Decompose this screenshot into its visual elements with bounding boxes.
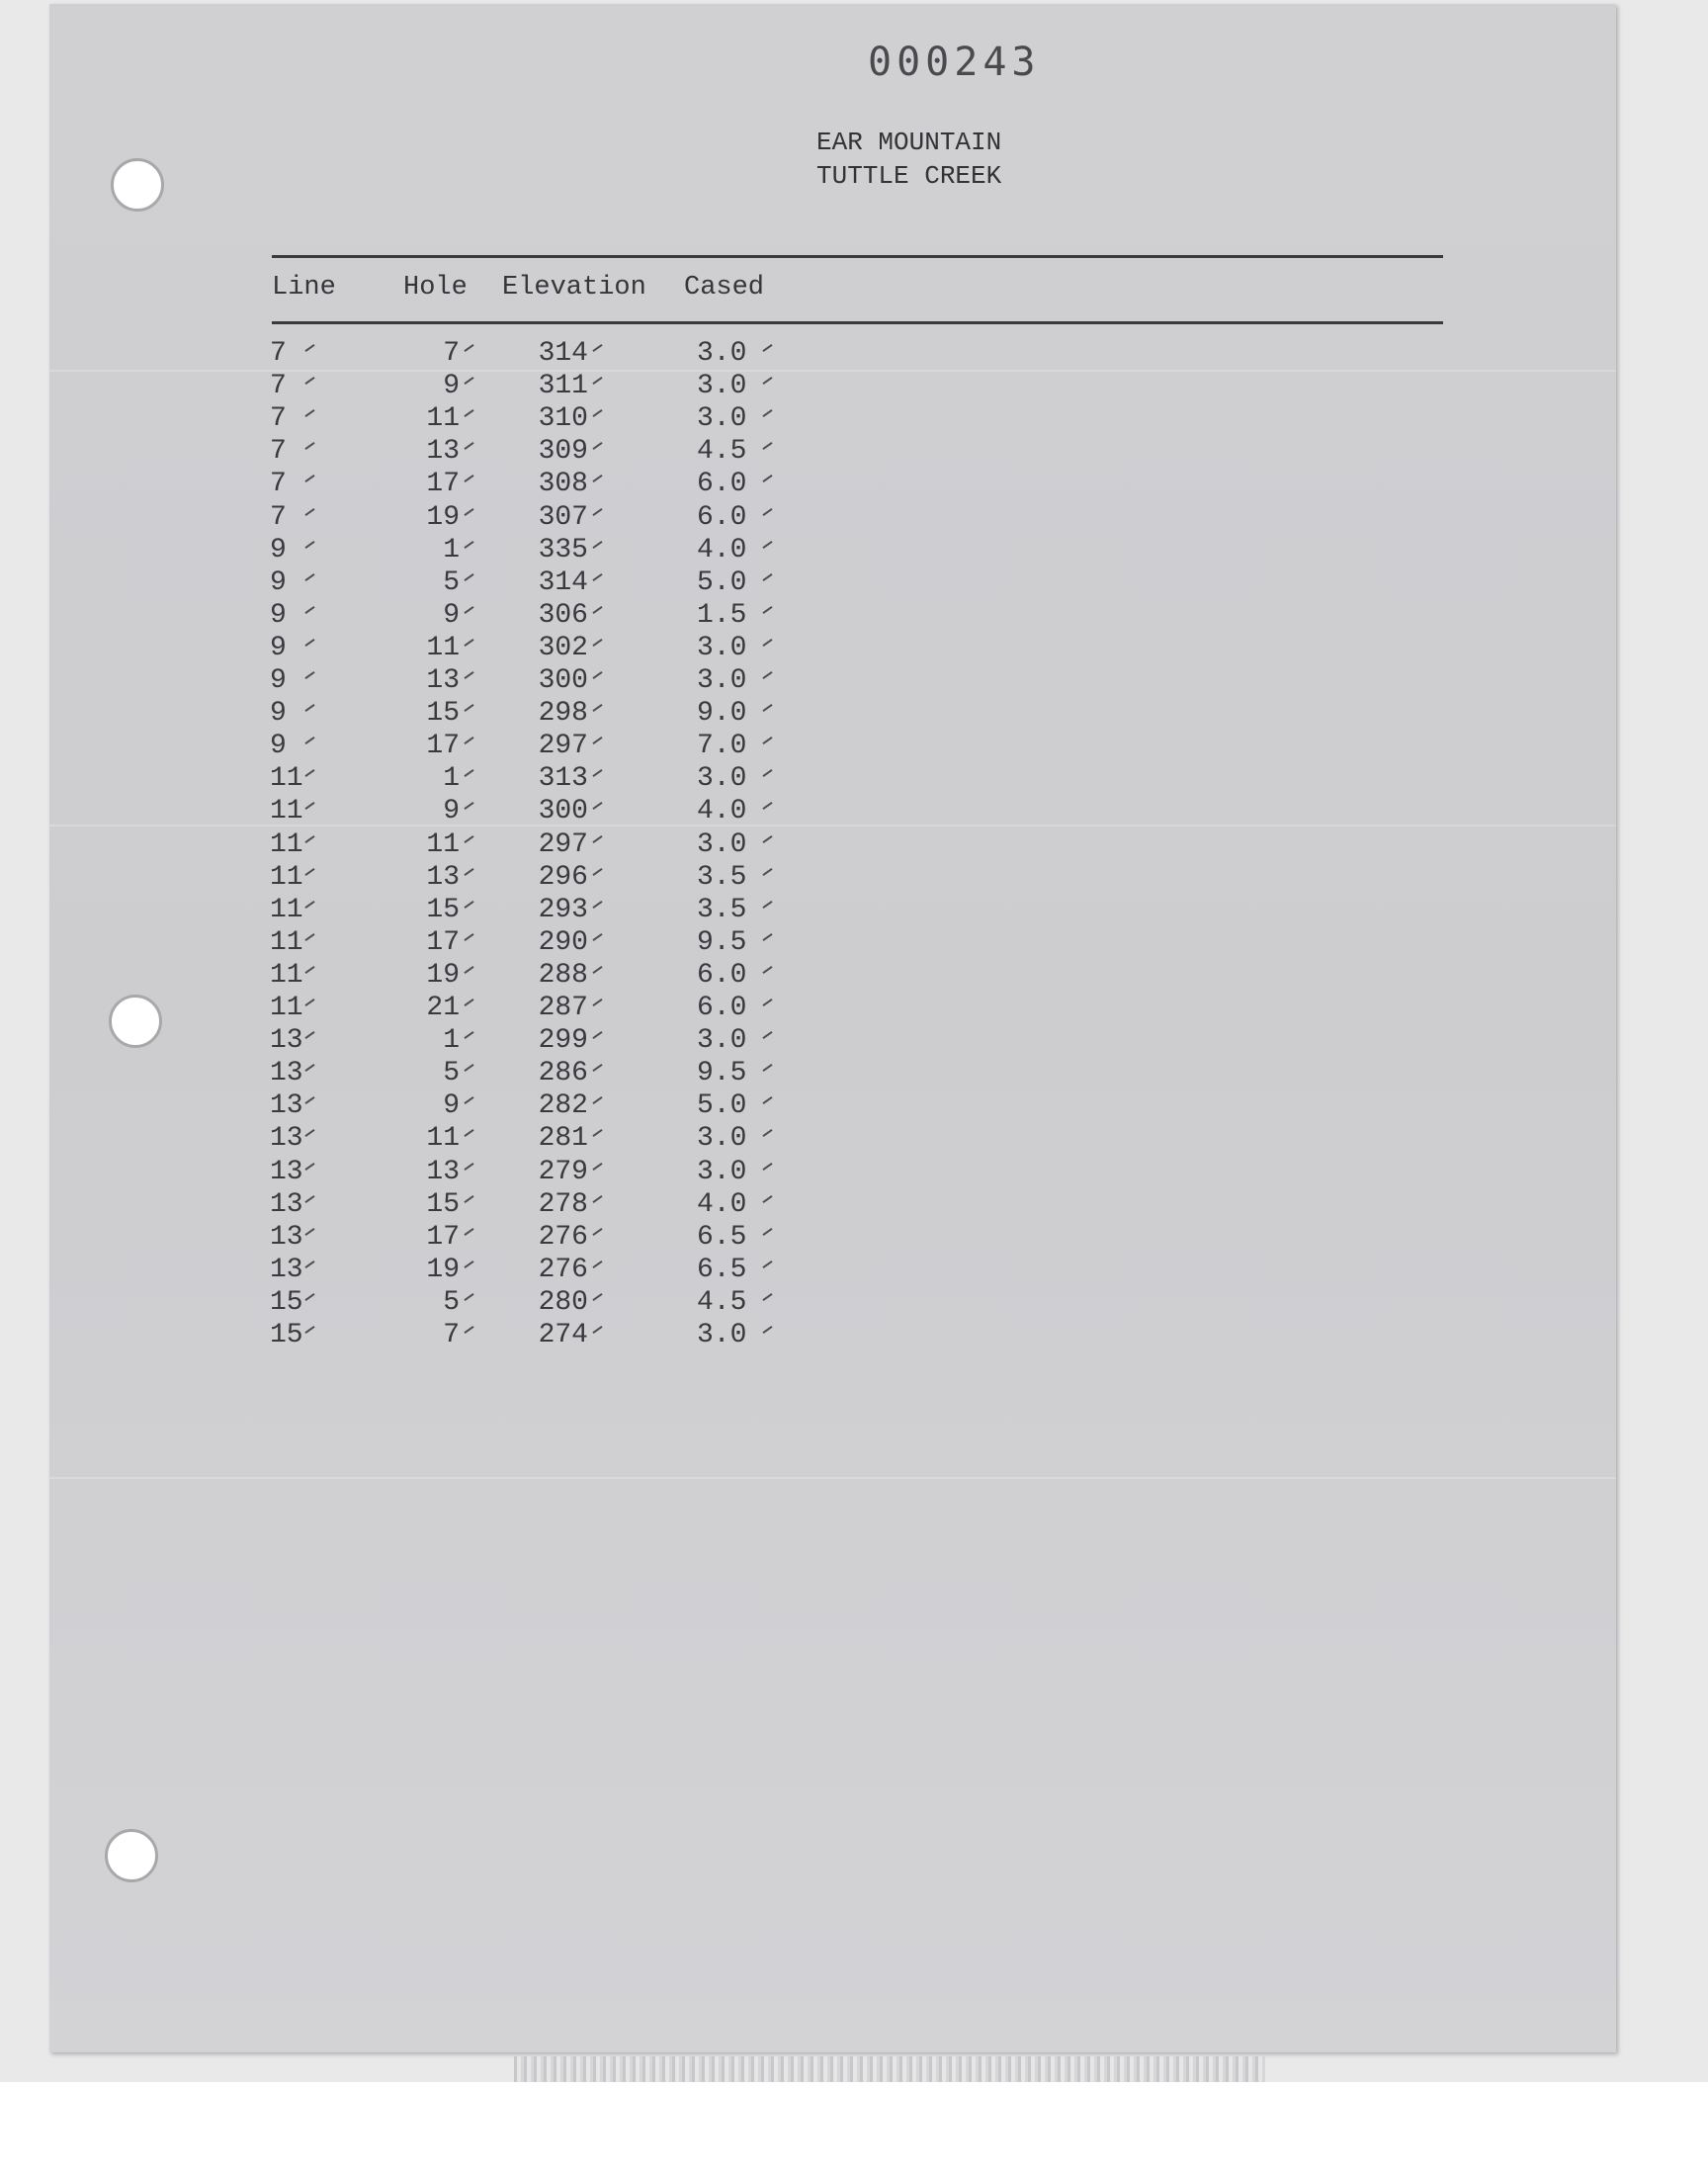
column-header-cased: Cased xyxy=(684,273,765,303)
cell-cased: 7.0 xyxy=(697,731,747,762)
cell-line: 11 xyxy=(270,796,303,827)
check-mark-icon xyxy=(464,671,473,679)
cell-hole: 17 xyxy=(426,731,460,762)
table-row xyxy=(0,1122,890,1155)
cell-line: 9 xyxy=(270,534,287,566)
check-mark-icon xyxy=(762,1096,772,1104)
check-mark-icon xyxy=(592,769,602,777)
cell-cased: 3.0 xyxy=(697,1025,747,1057)
cell-hole: 19 xyxy=(426,1254,460,1285)
cell-hole: 1 xyxy=(443,1025,460,1057)
cell-cased: 6.0 xyxy=(697,959,747,991)
check-mark-icon xyxy=(762,475,772,482)
cell-elevation: 280 xyxy=(538,1286,588,1318)
cell-line: 13 xyxy=(270,1156,303,1187)
cell-line: 7 xyxy=(270,371,287,402)
check-mark-icon xyxy=(762,1228,772,1236)
check-mark-icon xyxy=(762,835,772,843)
check-mark-icon xyxy=(762,606,772,614)
check-mark-icon xyxy=(762,802,772,810)
check-mark-icon xyxy=(592,802,602,810)
check-mark-icon xyxy=(464,737,473,744)
cell-elevation: 286 xyxy=(538,1058,588,1089)
cell-elevation: 287 xyxy=(538,993,588,1023)
cell-elevation: 274 xyxy=(538,1320,588,1350)
document-number: 000243 xyxy=(868,40,1041,85)
cell-line: 9 xyxy=(270,599,287,631)
cell-line: 15 xyxy=(270,1286,303,1318)
cell-hole: 17 xyxy=(426,926,460,958)
check-mark-icon xyxy=(592,1064,602,1072)
cell-line: 13 xyxy=(270,1090,303,1122)
cell-elevation: 297 xyxy=(538,828,588,860)
cell-cased: 4.5 xyxy=(697,436,747,468)
cell-line: 13 xyxy=(270,1058,303,1089)
table-row xyxy=(0,435,890,468)
table-row xyxy=(0,697,890,730)
check-mark-icon xyxy=(762,1293,772,1301)
check-mark-icon xyxy=(592,1031,602,1039)
check-mark-icon xyxy=(762,1064,772,1072)
check-mark-icon xyxy=(464,541,473,549)
cell-cased: 4.0 xyxy=(697,534,747,566)
cell-cased: 4.5 xyxy=(697,1286,747,1318)
cell-hole: 9 xyxy=(443,1090,460,1122)
check-mark-icon xyxy=(592,409,602,417)
cell-hole: 7 xyxy=(443,1320,460,1350)
cell-cased: 9.5 xyxy=(697,1058,747,1089)
check-mark-icon xyxy=(592,508,602,516)
cell-line: 9 xyxy=(270,665,287,696)
check-mark-icon xyxy=(464,573,473,581)
check-mark-icon xyxy=(762,737,772,744)
check-mark-icon xyxy=(464,508,473,516)
cell-line: 9 xyxy=(270,698,287,730)
cell-cased: 9.5 xyxy=(697,926,747,958)
cell-hole: 7 xyxy=(443,338,460,369)
cell-hole: 1 xyxy=(443,763,460,795)
table-row xyxy=(0,959,890,992)
check-mark-icon xyxy=(592,639,602,647)
cell-hole: 17 xyxy=(426,469,460,500)
check-mark-icon xyxy=(592,1293,602,1301)
cell-hole: 17 xyxy=(426,1221,460,1253)
cell-line: 7 xyxy=(270,403,287,435)
table-row xyxy=(0,1319,890,1351)
cell-elevation: 278 xyxy=(538,1188,588,1220)
cell-hole: 15 xyxy=(426,1188,460,1220)
cell-hole: 11 xyxy=(426,1123,460,1155)
check-mark-icon xyxy=(762,442,772,450)
cell-line: 11 xyxy=(270,763,303,795)
cell-cased: 3.0 xyxy=(697,371,747,402)
fold-line xyxy=(49,1477,1616,1479)
table-row xyxy=(0,468,890,500)
check-mark-icon xyxy=(464,802,473,810)
table-row xyxy=(0,992,890,1024)
cell-hole: 13 xyxy=(426,665,460,696)
check-mark-icon xyxy=(464,1064,473,1072)
cell-cased: 6.5 xyxy=(697,1254,747,1285)
cell-cased: 6.0 xyxy=(697,501,747,533)
cell-elevation: 299 xyxy=(538,1025,588,1057)
check-mark-icon xyxy=(464,1163,473,1171)
table-row xyxy=(0,632,890,664)
cell-hole: 19 xyxy=(426,501,460,533)
check-mark-icon xyxy=(762,999,772,1006)
cell-line: 11 xyxy=(270,993,303,1023)
check-mark-icon xyxy=(592,933,602,941)
cell-elevation: 298 xyxy=(538,698,588,730)
cell-cased: 3.0 xyxy=(697,1156,747,1187)
cell-line: 11 xyxy=(270,861,303,893)
cell-cased: 3.5 xyxy=(697,894,747,925)
check-mark-icon xyxy=(762,409,772,417)
column-header-hole: Hole xyxy=(403,273,468,303)
check-mark-icon xyxy=(464,1293,473,1301)
cell-line: 7 xyxy=(270,469,287,500)
table-row xyxy=(0,599,890,632)
cell-hole: 9 xyxy=(443,371,460,402)
check-mark-icon xyxy=(762,377,772,385)
table-row xyxy=(0,1188,890,1221)
check-mark-icon xyxy=(592,1163,602,1171)
check-mark-icon xyxy=(464,1228,473,1236)
cell-hole: 5 xyxy=(443,1286,460,1318)
check-mark-icon xyxy=(464,1096,473,1104)
cell-elevation: 288 xyxy=(538,959,588,991)
table-row xyxy=(0,402,890,435)
table-row xyxy=(0,828,890,861)
check-mark-icon xyxy=(464,475,473,482)
table-row xyxy=(0,337,890,370)
cell-cased: 3.0 xyxy=(697,403,747,435)
check-mark-icon xyxy=(762,901,772,909)
cell-elevation: 297 xyxy=(538,731,588,762)
check-mark-icon xyxy=(464,868,473,876)
check-mark-icon xyxy=(762,344,772,352)
table-row xyxy=(0,501,890,534)
cell-cased: 1.5 xyxy=(697,599,747,631)
cell-elevation: 306 xyxy=(538,599,588,631)
cell-elevation: 300 xyxy=(538,796,588,827)
check-mark-icon xyxy=(464,344,473,352)
table-row xyxy=(0,1286,890,1319)
check-mark-icon xyxy=(762,573,772,581)
cell-elevation: 313 xyxy=(538,763,588,795)
table-row xyxy=(0,1254,890,1286)
cell-hole: 5 xyxy=(443,566,460,598)
cell-elevation: 314 xyxy=(538,338,588,369)
table-row xyxy=(0,1156,890,1188)
cell-line: 13 xyxy=(270,1123,303,1155)
check-mark-icon xyxy=(592,671,602,679)
check-mark-icon xyxy=(464,639,473,647)
check-mark-icon xyxy=(592,377,602,385)
cell-hole: 9 xyxy=(443,796,460,827)
check-mark-icon xyxy=(464,704,473,712)
check-mark-icon xyxy=(762,1163,772,1171)
table-row xyxy=(0,762,890,795)
check-mark-icon xyxy=(762,1326,772,1334)
table-row xyxy=(0,370,890,402)
cell-elevation: 282 xyxy=(538,1090,588,1122)
cell-hole: 15 xyxy=(426,894,460,925)
cell-elevation: 276 xyxy=(538,1221,588,1253)
table-row xyxy=(0,926,890,959)
check-mark-icon xyxy=(592,606,602,614)
check-mark-icon xyxy=(762,671,772,679)
cell-cased: 3.0 xyxy=(697,632,747,663)
cell-cased: 3.0 xyxy=(697,1320,747,1350)
check-mark-icon xyxy=(464,442,473,450)
check-mark-icon xyxy=(592,442,602,450)
check-mark-icon xyxy=(464,835,473,843)
cell-cased: 3.0 xyxy=(697,665,747,696)
check-mark-icon xyxy=(762,933,772,941)
cell-cased: 6.5 xyxy=(697,1221,747,1253)
cell-elevation: 293 xyxy=(538,894,588,925)
cell-line: 11 xyxy=(270,828,303,860)
check-mark-icon xyxy=(592,573,602,581)
check-mark-icon xyxy=(762,639,772,647)
check-mark-icon xyxy=(464,1129,473,1137)
cell-cased: 5.0 xyxy=(697,566,747,598)
column-header-elevation: Elevation xyxy=(502,273,646,303)
cell-hole: 19 xyxy=(426,959,460,991)
scan-artifact xyxy=(514,2056,1265,2082)
table-row xyxy=(0,1089,890,1122)
check-mark-icon xyxy=(592,1096,602,1104)
cell-hole: 21 xyxy=(426,993,460,1023)
cell-cased: 4.0 xyxy=(697,796,747,827)
cell-hole: 13 xyxy=(426,861,460,893)
check-mark-icon xyxy=(464,999,473,1006)
check-mark-icon xyxy=(762,704,772,712)
check-mark-icon xyxy=(464,769,473,777)
cell-line: 7 xyxy=(270,501,287,533)
table-row xyxy=(0,1221,890,1254)
check-mark-icon xyxy=(464,1031,473,1039)
cell-elevation: 300 xyxy=(538,665,588,696)
cell-line: 9 xyxy=(270,731,287,762)
check-mark-icon xyxy=(592,835,602,843)
table-row xyxy=(0,730,890,762)
check-mark-icon xyxy=(762,1195,772,1203)
check-mark-icon xyxy=(464,606,473,614)
check-mark-icon xyxy=(592,1195,602,1203)
check-mark-icon xyxy=(762,1031,772,1039)
check-mark-icon xyxy=(464,1195,473,1203)
check-mark-icon xyxy=(762,541,772,549)
cell-line: 11 xyxy=(270,894,303,925)
cell-hole: 13 xyxy=(426,436,460,468)
cell-hole: 15 xyxy=(426,698,460,730)
check-mark-icon xyxy=(464,1261,473,1268)
check-mark-icon xyxy=(592,901,602,909)
cell-elevation: 302 xyxy=(538,632,588,663)
check-mark-icon xyxy=(592,541,602,549)
cell-cased: 3.0 xyxy=(697,828,747,860)
cell-line: 11 xyxy=(270,959,303,991)
cell-line: 13 xyxy=(270,1254,303,1285)
cell-elevation: 281 xyxy=(538,1123,588,1155)
punch-hole xyxy=(111,158,164,212)
check-mark-icon xyxy=(592,475,602,482)
check-mark-icon xyxy=(762,508,772,516)
cell-cased: 3.0 xyxy=(697,1123,747,1155)
cell-elevation: 311 xyxy=(538,371,588,402)
cell-elevation: 296 xyxy=(538,861,588,893)
table-top-rule xyxy=(272,255,1443,258)
check-mark-icon xyxy=(592,966,602,974)
check-mark-icon xyxy=(592,1261,602,1268)
cell-line: 9 xyxy=(270,566,287,598)
cell-line: 11 xyxy=(270,926,303,958)
cell-cased: 5.0 xyxy=(697,1090,747,1122)
cell-elevation: 309 xyxy=(538,436,588,468)
cell-elevation: 276 xyxy=(538,1254,588,1285)
check-mark-icon xyxy=(592,999,602,1006)
cell-line: 9 xyxy=(270,632,287,663)
cell-cased: 6.0 xyxy=(697,469,747,500)
cell-hole: 5 xyxy=(443,1058,460,1089)
check-mark-icon xyxy=(592,344,602,352)
table-row xyxy=(0,664,890,697)
cell-line: 13 xyxy=(270,1221,303,1253)
cell-cased: 3.5 xyxy=(697,861,747,893)
cell-hole: 13 xyxy=(426,1156,460,1187)
cell-line: 13 xyxy=(270,1188,303,1220)
check-mark-icon xyxy=(762,1129,772,1137)
cell-cased: 3.0 xyxy=(697,338,747,369)
cell-hole: 9 xyxy=(443,599,460,631)
check-mark-icon xyxy=(464,966,473,974)
check-mark-icon xyxy=(592,868,602,876)
title-line-location: EAR MOUNTAIN xyxy=(816,128,1002,157)
column-header-line: Line xyxy=(272,273,336,303)
document-title xyxy=(816,126,1001,193)
check-mark-icon xyxy=(592,737,602,744)
punch-hole xyxy=(105,1829,158,1882)
check-mark-icon xyxy=(762,769,772,777)
cell-elevation: 308 xyxy=(538,469,588,500)
check-mark-icon xyxy=(464,901,473,909)
check-mark-icon xyxy=(464,377,473,385)
table-row xyxy=(0,566,890,599)
cell-hole: 11 xyxy=(426,632,460,663)
check-mark-icon xyxy=(762,1261,772,1268)
check-mark-icon xyxy=(464,933,473,941)
check-mark-icon xyxy=(592,1129,602,1137)
table-row xyxy=(0,1024,890,1057)
table-row xyxy=(0,861,890,894)
table-header-rule xyxy=(272,321,1443,324)
cell-hole: 1 xyxy=(443,534,460,566)
cell-cased: 4.0 xyxy=(697,1188,747,1220)
check-mark-icon xyxy=(592,1326,602,1334)
cell-cased: 6.0 xyxy=(697,993,747,1023)
cell-cased: 9.0 xyxy=(697,698,747,730)
table-row xyxy=(0,894,890,926)
check-mark-icon xyxy=(592,704,602,712)
check-mark-icon xyxy=(464,409,473,417)
cell-line: 15 xyxy=(270,1320,303,1350)
check-mark-icon xyxy=(762,966,772,974)
table-row xyxy=(0,1057,890,1089)
check-mark-icon xyxy=(762,868,772,876)
cell-cased: 3.0 xyxy=(697,763,747,795)
table-row xyxy=(0,795,890,827)
cell-elevation: 279 xyxy=(538,1156,588,1187)
cell-line: 13 xyxy=(270,1025,303,1057)
check-mark-icon xyxy=(464,1326,473,1334)
cell-elevation: 290 xyxy=(538,926,588,958)
cell-hole: 11 xyxy=(426,403,460,435)
cell-elevation: 310 xyxy=(538,403,588,435)
cell-hole: 11 xyxy=(426,828,460,860)
title-line-site: TUTTLE CREEK xyxy=(816,161,1002,191)
check-mark-icon xyxy=(592,1228,602,1236)
cell-elevation: 335 xyxy=(538,534,588,566)
cell-line: 7 xyxy=(270,338,287,369)
table-row xyxy=(0,534,890,566)
cell-elevation: 307 xyxy=(538,501,588,533)
cell-elevation: 314 xyxy=(538,566,588,598)
cell-line: 7 xyxy=(270,436,287,468)
